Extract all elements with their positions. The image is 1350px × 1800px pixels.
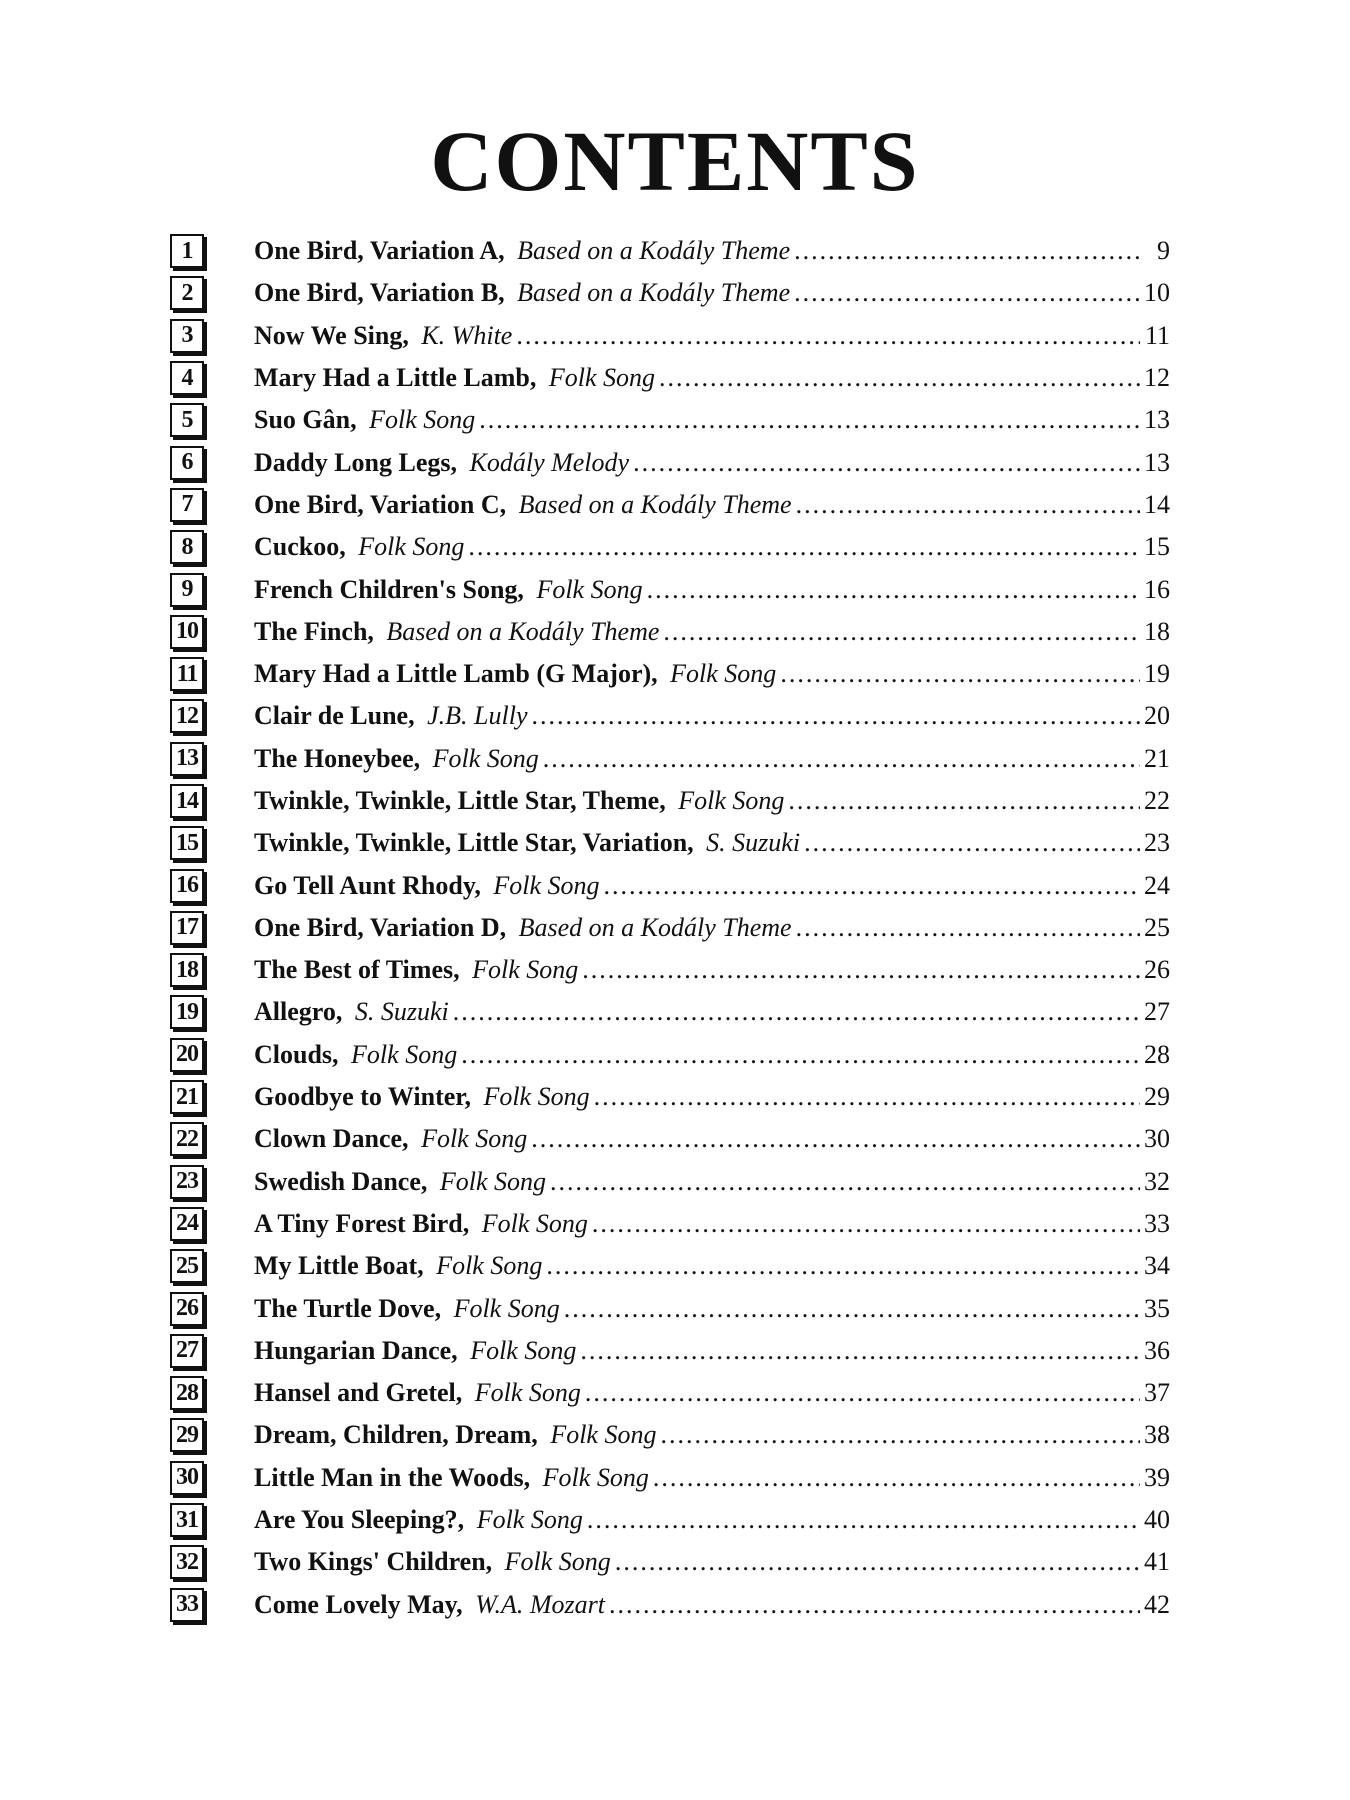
page-number: 32 — [1144, 1166, 1170, 1196]
title-spacer — [481, 871, 488, 901]
toc-entry[interactable] — [170, 611, 1170, 653]
page-number: 28 — [1144, 1039, 1170, 1069]
title-spacer — [357, 405, 364, 435]
track-number-box: 21 — [170, 1080, 204, 1114]
composer: Kodály Melody — [469, 447, 630, 477]
track-number-box: 15 — [170, 826, 204, 860]
entry-text — [254, 1547, 1170, 1577]
track-number-box: 12 — [170, 699, 204, 733]
toc-entry[interactable] — [170, 1287, 1170, 1329]
title-spacer — [530, 1463, 537, 1493]
toc-entry[interactable] — [170, 991, 1170, 1033]
entry-text — [254, 1040, 1170, 1070]
entry-text — [254, 828, 1170, 858]
composer: Folk Song — [474, 1378, 581, 1408]
composer: Folk Song — [369, 405, 476, 435]
toc-entry[interactable] — [170, 315, 1170, 357]
page-number: 26 — [1144, 955, 1170, 985]
toc-entry[interactable] — [170, 526, 1170, 568]
dot-leader — [461, 1040, 1140, 1070]
dot-leader — [609, 1590, 1140, 1620]
composer: Folk Song — [472, 955, 579, 985]
page-number: 15 — [1144, 532, 1170, 562]
toc-entry[interactable] — [170, 1118, 1170, 1160]
entry-text — [254, 1082, 1170, 1112]
track-number-box: 3 — [170, 319, 204, 353]
dot-leader — [550, 1167, 1140, 1197]
song-title: Goodbye to Winter, — [254, 1082, 471, 1112]
toc-entry[interactable] — [170, 1034, 1170, 1076]
entry-text — [254, 1590, 1170, 1620]
song-title: Daddy Long Legs, — [254, 447, 457, 477]
toc-entry[interactable] — [170, 949, 1170, 991]
track-number-box: 17 — [170, 911, 204, 945]
dot-leader — [594, 1082, 1140, 1112]
composer: Folk Song — [481, 1208, 588, 1238]
track-number-box: 6 — [170, 446, 204, 480]
track-number-box: 26 — [170, 1292, 204, 1326]
entry-text — [254, 1124, 1170, 1154]
toc-entry[interactable] — [170, 864, 1170, 906]
page-number: 16 — [1144, 574, 1170, 604]
dot-leader — [531, 1124, 1140, 1154]
dot-leader — [582, 955, 1140, 985]
track-number-box: 32 — [170, 1545, 204, 1579]
song-title: Allegro, — [254, 997, 343, 1027]
dot-leader — [546, 1251, 1140, 1281]
composer: Folk Song — [542, 1462, 649, 1492]
dot-leader — [585, 1378, 1140, 1408]
dot-leader — [479, 405, 1140, 435]
page-number: 37 — [1144, 1378, 1170, 1408]
page-number: 27 — [1144, 997, 1170, 1027]
toc-entry[interactable] — [170, 399, 1170, 441]
page-number: 39 — [1144, 1462, 1170, 1492]
title-spacer — [420, 744, 427, 774]
track-number-box: 25 — [170, 1249, 204, 1283]
toc-entry[interactable] — [170, 738, 1170, 780]
track-number-box: 11 — [170, 657, 204, 691]
title-spacer — [463, 1590, 470, 1620]
toc-entry[interactable] — [170, 695, 1170, 737]
track-number-box: 2 — [170, 276, 204, 310]
toc-entry[interactable] — [170, 653, 1170, 695]
composer: Based on a Kodály Theme — [518, 489, 792, 519]
composer: Folk Song — [493, 870, 600, 900]
title-spacer — [538, 1420, 545, 1450]
toc-entry[interactable] — [170, 1499, 1170, 1541]
composer: Based on a Kodály Theme — [517, 278, 791, 308]
dot-leader — [580, 1336, 1140, 1366]
entry-text — [254, 321, 1170, 351]
dot-leader — [615, 1547, 1140, 1577]
entry-text — [254, 363, 1170, 393]
toc-entry[interactable] — [170, 907, 1170, 949]
page-number: 42 — [1144, 1589, 1170, 1619]
entry-text — [254, 786, 1170, 816]
entry-text — [254, 1505, 1170, 1535]
composer: Folk Song — [439, 1166, 547, 1196]
dot-leader — [788, 786, 1140, 816]
track-number-box: 20 — [170, 1038, 204, 1072]
song-title: Hansel and Gretel, — [254, 1378, 463, 1408]
song-title: The Honeybee, — [254, 743, 421, 773]
dot-leader — [780, 659, 1140, 689]
song-title: Mary Had a Little Lamb, — [254, 363, 537, 393]
composer: J.B. Lully — [427, 701, 528, 731]
track-number-box: 14 — [170, 784, 204, 818]
song-title: One Bird, Variation D, — [254, 912, 507, 942]
page-number: 30 — [1144, 1124, 1170, 1154]
song-title: Twinkle, Twinkle, Little Star, Theme, — [254, 786, 666, 815]
track-number-box: 4 — [170, 361, 204, 395]
page-number: 23 — [1144, 828, 1170, 858]
entry-text — [254, 575, 1170, 605]
dot-leader — [796, 913, 1140, 943]
page-number: 11 — [1144, 320, 1170, 350]
toc-entry[interactable] — [170, 1457, 1170, 1499]
page-number: 24 — [1144, 870, 1170, 900]
dot-leader — [653, 1463, 1140, 1493]
dot-leader — [543, 744, 1140, 774]
entry-text — [254, 1378, 1170, 1408]
song-title: The Turtle Dove, — [254, 1293, 442, 1323]
title-spacer — [505, 278, 512, 308]
title-spacer — [409, 321, 416, 351]
track-number-box: 5 — [170, 403, 204, 437]
title-spacer — [469, 1209, 476, 1239]
page-number: 41 — [1144, 1547, 1170, 1577]
toc-entry[interactable] — [170, 1584, 1170, 1626]
song-title: Cuckoo, — [254, 532, 346, 562]
toc-entry[interactable] — [170, 1372, 1170, 1414]
composer: K. White — [421, 320, 513, 350]
dot-leader — [794, 236, 1140, 266]
title-spacer — [694, 828, 701, 858]
track-number-box: 9 — [170, 573, 204, 607]
song-title: Clair de Lune, — [254, 701, 415, 731]
toc-entry[interactable] — [170, 1330, 1170, 1372]
song-title: The Finch, — [254, 616, 374, 646]
page-number: 34 — [1144, 1251, 1170, 1281]
title-spacer — [457, 448, 464, 478]
song-title: Swedish Dance, — [254, 1166, 428, 1196]
composer: Folk Song — [504, 1547, 611, 1577]
song-title: One Bird, Variation C, — [254, 489, 507, 519]
dot-leader — [647, 575, 1140, 605]
page-number: 29 — [1144, 1082, 1170, 1112]
dot-leader — [796, 490, 1140, 520]
track-number-box: 31 — [170, 1503, 204, 1537]
song-title: Clown Dance, — [254, 1124, 409, 1154]
entry-text — [254, 1336, 1170, 1366]
entry-text — [254, 659, 1170, 689]
entry-text — [254, 997, 1170, 1027]
page-number: 35 — [1144, 1293, 1170, 1323]
toc-entry[interactable] — [170, 272, 1170, 314]
table-of-contents — [170, 230, 1170, 1626]
track-number-box: 1 — [170, 234, 204, 268]
entry-text — [254, 955, 1170, 985]
composer: Folk Song — [678, 786, 785, 815]
composer: Folk Song — [476, 1505, 583, 1535]
page-number: 13 — [1144, 447, 1170, 477]
composer: S. Suzuki — [706, 828, 801, 858]
track-number-box: 23 — [170, 1165, 204, 1199]
toc-entry[interactable] — [170, 441, 1170, 483]
page-number: 9 — [1157, 236, 1170, 266]
title-spacer — [374, 617, 381, 647]
entry-text — [254, 1463, 1170, 1493]
page-number: 25 — [1144, 912, 1170, 942]
page-number: 22 — [1144, 786, 1170, 815]
toc-entry[interactable] — [170, 1541, 1170, 1583]
song-title: Come Lovely May, — [254, 1589, 463, 1619]
dot-leader — [604, 871, 1140, 901]
track-number-box: 13 — [170, 742, 204, 776]
composer: Folk Song — [436, 1251, 543, 1281]
entry-text — [254, 701, 1170, 731]
song-title: Mary Had a Little Lamb (G Major), — [254, 659, 658, 689]
page-number: 21 — [1144, 743, 1170, 773]
entry-text — [254, 532, 1170, 562]
entry-text — [254, 1167, 1170, 1197]
toc-entry[interactable] — [170, 230, 1170, 272]
song-title: Now We Sing, — [254, 320, 409, 350]
dot-leader — [453, 997, 1140, 1027]
page-number: 20 — [1144, 701, 1170, 731]
dot-leader — [468, 532, 1140, 562]
title-spacer — [524, 575, 531, 605]
song-title: My Little Boat, — [254, 1251, 424, 1281]
composer: Based on a Kodály Theme — [386, 616, 660, 646]
entry-text — [254, 490, 1170, 520]
toc-entry[interactable] — [170, 822, 1170, 864]
page-number: 12 — [1144, 363, 1170, 393]
title-spacer — [666, 786, 673, 816]
page-number: 14 — [1144, 489, 1170, 519]
composer: S. Suzuki — [354, 997, 449, 1027]
toc-entry[interactable] — [170, 1076, 1170, 1118]
song-title: Are You Sleeping?, — [254, 1505, 465, 1535]
title-spacer — [492, 1547, 499, 1577]
track-number-box: 27 — [170, 1334, 204, 1368]
song-title: The Best of Times, — [254, 955, 460, 985]
entry-text — [254, 236, 1170, 266]
toc-entry[interactable] — [170, 1203, 1170, 1245]
track-number-box: 10 — [170, 615, 204, 649]
composer: Folk Song — [548, 363, 656, 393]
song-title: One Bird, Variation A, — [254, 236, 505, 266]
song-title: Clouds, — [254, 1039, 339, 1069]
track-number-box: 28 — [170, 1376, 204, 1410]
toc-entry[interactable] — [170, 568, 1170, 610]
title-spacer — [462, 1378, 469, 1408]
song-title: A Tiny Forest Bird, — [254, 1208, 470, 1238]
page-number: 10 — [1144, 278, 1170, 308]
composer: Based on a Kodály Theme — [518, 912, 792, 942]
track-number-box: 19 — [170, 995, 204, 1029]
composer: Folk Song — [470, 1335, 577, 1365]
toc-entry[interactable] — [170, 357, 1170, 399]
title-spacer — [415, 701, 422, 731]
dot-leader — [660, 1420, 1140, 1450]
toc-entry[interactable] — [170, 484, 1170, 526]
composer: Folk Song — [421, 1124, 528, 1154]
entry-text — [254, 913, 1170, 943]
dot-leader — [804, 828, 1140, 858]
title-spacer — [342, 997, 349, 1027]
composer: Folk Song — [432, 743, 539, 773]
title-spacer — [427, 1167, 434, 1197]
title-spacer — [424, 1251, 431, 1281]
track-number-box: 30 — [170, 1461, 204, 1495]
title-spacer — [658, 659, 665, 689]
dot-leader — [564, 1294, 1140, 1324]
toc-entry[interactable] — [170, 1414, 1170, 1456]
composer: Folk Song — [483, 1082, 590, 1112]
composer: Folk Song — [536, 574, 643, 604]
dot-leader — [592, 1209, 1140, 1239]
composer: Folk Song — [550, 1420, 657, 1450]
entry-text — [254, 448, 1170, 478]
title-spacer — [346, 532, 353, 562]
page-number: 38 — [1144, 1420, 1170, 1450]
title-spacer — [506, 490, 513, 520]
song-title: Twinkle, Twinkle, Little Star, Variation, — [254, 828, 694, 858]
entry-text — [254, 1420, 1170, 1450]
track-number-box: 24 — [170, 1207, 204, 1241]
toc-entry[interactable] — [170, 1245, 1170, 1287]
song-title: One Bird, Variation B, — [254, 278, 505, 308]
title-spacer — [339, 1040, 346, 1070]
entry-text — [254, 617, 1170, 647]
toc-entry[interactable] — [170, 1161, 1170, 1203]
dot-leader — [794, 278, 1140, 308]
title-spacer — [536, 363, 543, 393]
title-spacer — [471, 1082, 478, 1112]
title-spacer — [460, 955, 467, 985]
track-number-box: 29 — [170, 1418, 204, 1452]
entry-text — [254, 871, 1170, 901]
track-number-box: 7 — [170, 488, 204, 522]
song-title: French Children's Song, — [254, 574, 524, 604]
entry-text — [254, 744, 1170, 774]
dot-leader — [633, 448, 1140, 478]
page-number: 19 — [1144, 659, 1170, 689]
song-title: Go Tell Aunt Rhody, — [254, 870, 481, 900]
title-spacer — [409, 1124, 416, 1154]
composer: W.A. Mozart — [475, 1589, 605, 1619]
page-number: 33 — [1144, 1208, 1170, 1238]
page-number: 13 — [1144, 405, 1170, 435]
track-number-box: 33 — [170, 1588, 204, 1622]
page-number: 18 — [1144, 616, 1170, 646]
track-number-box: 16 — [170, 869, 204, 903]
dot-leader — [587, 1505, 1140, 1535]
composer: Folk Song — [670, 659, 777, 689]
entry-text — [254, 1294, 1170, 1324]
entry-text — [254, 405, 1170, 435]
dot-leader — [659, 363, 1140, 393]
title-spacer — [458, 1336, 465, 1366]
composer: Folk Song — [351, 1039, 458, 1069]
dot-leader — [516, 321, 1140, 351]
page-number: 40 — [1144, 1505, 1170, 1535]
track-number-box: 18 — [170, 953, 204, 987]
entry-text — [254, 278, 1170, 308]
song-title: Suo Gân, — [254, 405, 357, 435]
composer: Based on a Kodály Theme — [517, 236, 791, 266]
song-title: Two Kings' Children, — [254, 1547, 493, 1577]
title-spacer — [506, 913, 513, 943]
dot-leader — [663, 617, 1140, 647]
track-number-box: 8 — [170, 530, 204, 564]
song-title: Hungarian Dance, — [254, 1335, 458, 1365]
composer: Folk Song — [358, 532, 465, 562]
title-spacer — [505, 236, 512, 266]
entry-text — [254, 1209, 1170, 1239]
song-title: Dream, Children, Dream, — [254, 1420, 538, 1450]
entry-text — [254, 1251, 1170, 1281]
toc-entry[interactable] — [170, 780, 1170, 822]
track-number-box: 22 — [170, 1122, 204, 1156]
song-title: Little Man in the Woods, — [254, 1462, 531, 1492]
composer: Folk Song — [453, 1293, 560, 1323]
title-spacer — [464, 1505, 471, 1535]
title-spacer — [441, 1294, 448, 1324]
page-number: 36 — [1144, 1335, 1170, 1365]
page-title: CONTENTS — [430, 113, 920, 209]
dot-leader — [531, 701, 1140, 731]
